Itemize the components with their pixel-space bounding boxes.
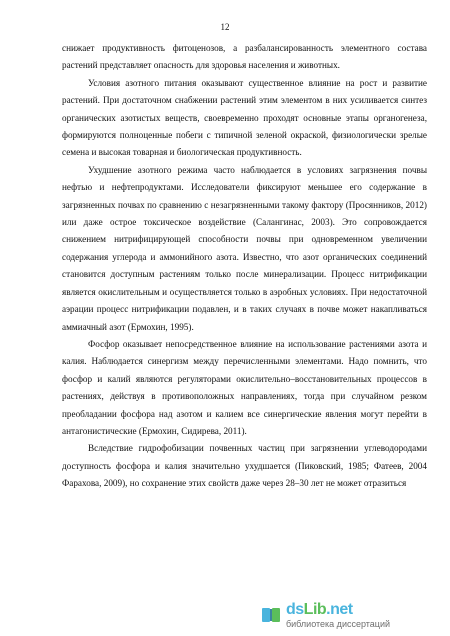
paragraph-2: Условия азотного питания оказывают существенное влияние на рост и развитие растений. При достаточном снабжении растений этим элементом в них усиливается синтез органических азотистых веществ, своевременно проходят основные этапы органогенеза, формируются полноценные побеги с типичной зеленой окраской, физиологически зрелые семена и высокая товарная и биологическая продуктивность.	[62, 77, 427, 158]
page-number: 12	[220, 22, 230, 32]
paragraph-5: Вследствие гидрофобизации почвенных частиц при загрязнении углеводородами доступность фосфора и калия значительно ухудшается (Пиковский, 1985; Фатеев, 2004 Фарахова, 2009), но сохранение этих свойств даже через 28–30 лет не может отразиться	[62, 443, 427, 489]
watermark	[260, 598, 440, 632]
document-body	[62, 40, 427, 493]
watermark-logo-ds: ds	[286, 601, 304, 618]
watermark-logo	[286, 601, 390, 619]
paragraph-1: снижает продуктивность фитоценозов, а разбалансированность элементного состава растений представляет опасность для здоровья населения и животных.	[62, 43, 427, 71]
book-icon	[260, 604, 282, 626]
watermark-logo-lib: Lib	[303, 601, 327, 618]
paragraph-4: Фосфор оказывает непосредственное влияние на использование растениями азота и калия. Наблюдается синергизм между перечисленными элементами. Надо помнить, что фосфор и калий являются регуляторами окислительно–восстановительных процессов в растениях, действуя в противоположных направлениях, тогда при случайном резком преобладании фосфора над азотом и калием все синергические явления могут перейти в антагонистические (Ермохин, Сидирева, 2011).	[62, 338, 427, 436]
watermark-logo-net: .net	[326, 601, 353, 618]
watermark-text	[286, 601, 390, 629]
paragraph-3: Ухудшение азотного режима часто наблюдается в условиях загрязнения почвы нефтью и нефтепродуктами. Исследователи фиксируют меньшее его содержание в загрязненных почвах по сравнению с незагрязненными такому фактору (Просянников, 2012) или даже острое токсическое воздействие (Салангинас, 2003). Это сопровождается снижением нитрифицирующей способности почвы при одновременном увеличении содержания углерода и аммонийного азота. Известно, что азот органических соединений становится доступным растениям только после минерализации. Процесс нитрификации является окислительным и осуществляется только в аэробных условиях. При недостаточной аэрации процесс нитрификации подавлен, и в таких случаях в почве может накапливаться аммиачный азот (Ермохин, 1995).	[62, 164, 427, 332]
watermark-subtitle: библиотека диссертаций	[286, 619, 391, 629]
